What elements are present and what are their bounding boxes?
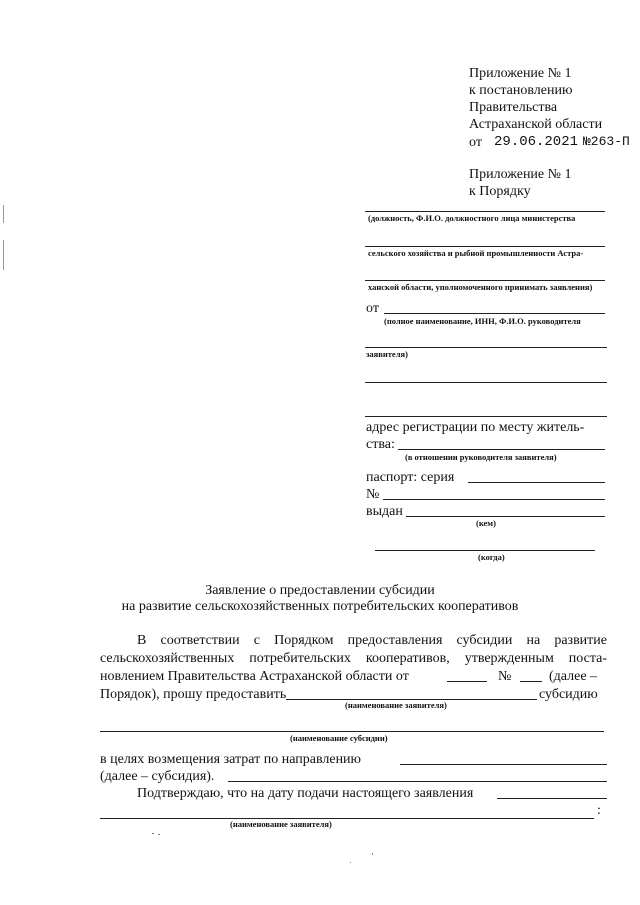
direction-field[interactable] (400, 764, 607, 765)
body-line: Порядок), прошу предоставить (100, 687, 287, 702)
passport-number-label: № (366, 487, 380, 502)
resolution-date-field[interactable] (447, 681, 487, 682)
date-prefix: от (469, 135, 482, 150)
from-label: от (366, 301, 379, 316)
passport-label: паспорт: серия (366, 470, 455, 485)
applicant-fill-line[interactable] (384, 313, 605, 314)
fill-line[interactable] (365, 280, 605, 281)
body-line: В соответствии с Порядком предоставления субсидии на развитие (137, 633, 607, 648)
caption-subsidy: (наименование субсидии) (290, 733, 388, 743)
appendix-line: к постановлению (469, 83, 573, 98)
caption-applicant: заявителя) (366, 349, 408, 359)
issued-date-field[interactable] (375, 550, 595, 551)
caption-applicant-name: (полное наименование, ИНН, Ф.И.О. руководителя (384, 316, 581, 326)
fill-line[interactable] (365, 246, 605, 247)
issued-by-field[interactable] (406, 516, 605, 517)
scan-speck (152, 833, 154, 834)
fill-line[interactable] (365, 382, 607, 383)
appendix2-line: к Порядку (469, 184, 531, 199)
resolution-date: 29.06.2021 (494, 134, 579, 150)
number-sign: № (498, 669, 512, 684)
caption-ministry: сельского хозяйства и рыбной промышленности Астра- (368, 248, 584, 258)
caption-authorized: ханской области, уполномоченного принимать заявления) (368, 282, 593, 292)
appendix-line: Астраханской области (469, 117, 603, 132)
passport-number-field[interactable] (383, 499, 605, 500)
fill-line[interactable] (365, 416, 607, 417)
body-line: сельскохозяйственных потребительских кооперативов, утвержденным поста- (100, 651, 607, 666)
caption-head: (в отношении руководителя заявителя) (405, 452, 557, 462)
scan-speck (372, 853, 373, 855)
body-line: (далее – субсидия). (100, 769, 215, 784)
appendix2-line: Приложение № 1 (469, 167, 572, 182)
fill-line[interactable] (365, 347, 607, 348)
caption-when: (когда) (478, 552, 505, 562)
caption-official: (должность, Ф.И.О. должностного лица министерства (368, 213, 576, 223)
issued-label: выдан (366, 504, 403, 519)
scan-edge-mark (3, 205, 4, 223)
appendix-line: Правительства (469, 100, 558, 115)
document-subtitle: на развитие сельскохозяйственных потребительских кооперативов (121, 599, 519, 614)
confirm-field[interactable] (497, 798, 607, 799)
body-line: в целях возмещения затрат по направлению (100, 752, 362, 767)
passport-series-field[interactable] (468, 482, 605, 483)
scan-speck (158, 834, 160, 835)
body-line: (далее – (549, 669, 598, 684)
body-line: новлением Правительства Астраханской области от (100, 669, 409, 684)
resolution-number-field[interactable] (520, 681, 542, 682)
address-fill-line[interactable] (398, 449, 605, 450)
appendix-line: Приложение № 1 (469, 66, 572, 81)
caption-by: (кем) (476, 518, 496, 528)
body-line: Подтверждаю, что на дату подачи настоящего заявления (137, 786, 474, 801)
applicant-name-field-2[interactable] (100, 818, 594, 819)
direction-field-cont[interactable] (228, 781, 607, 782)
address-label-cont: ства: (366, 437, 395, 452)
resolution-number: №263-П (583, 134, 630, 149)
address-label: адрес регистрации по месту житель- (366, 420, 585, 435)
document-title: Заявление о предоставлении субсидии (205, 583, 435, 598)
fill-line[interactable] (365, 211, 605, 212)
subsidy-name-field[interactable] (100, 731, 604, 732)
caption-applicant-inline: (наименование заявителя) (345, 700, 447, 710)
scan-speck (350, 862, 351, 863)
colon-mark: : (597, 803, 601, 818)
scan-edge-mark (3, 240, 4, 270)
body-line: субсидию (539, 687, 598, 702)
caption-applicant-2: (наименование заявителя) (230, 819, 332, 829)
